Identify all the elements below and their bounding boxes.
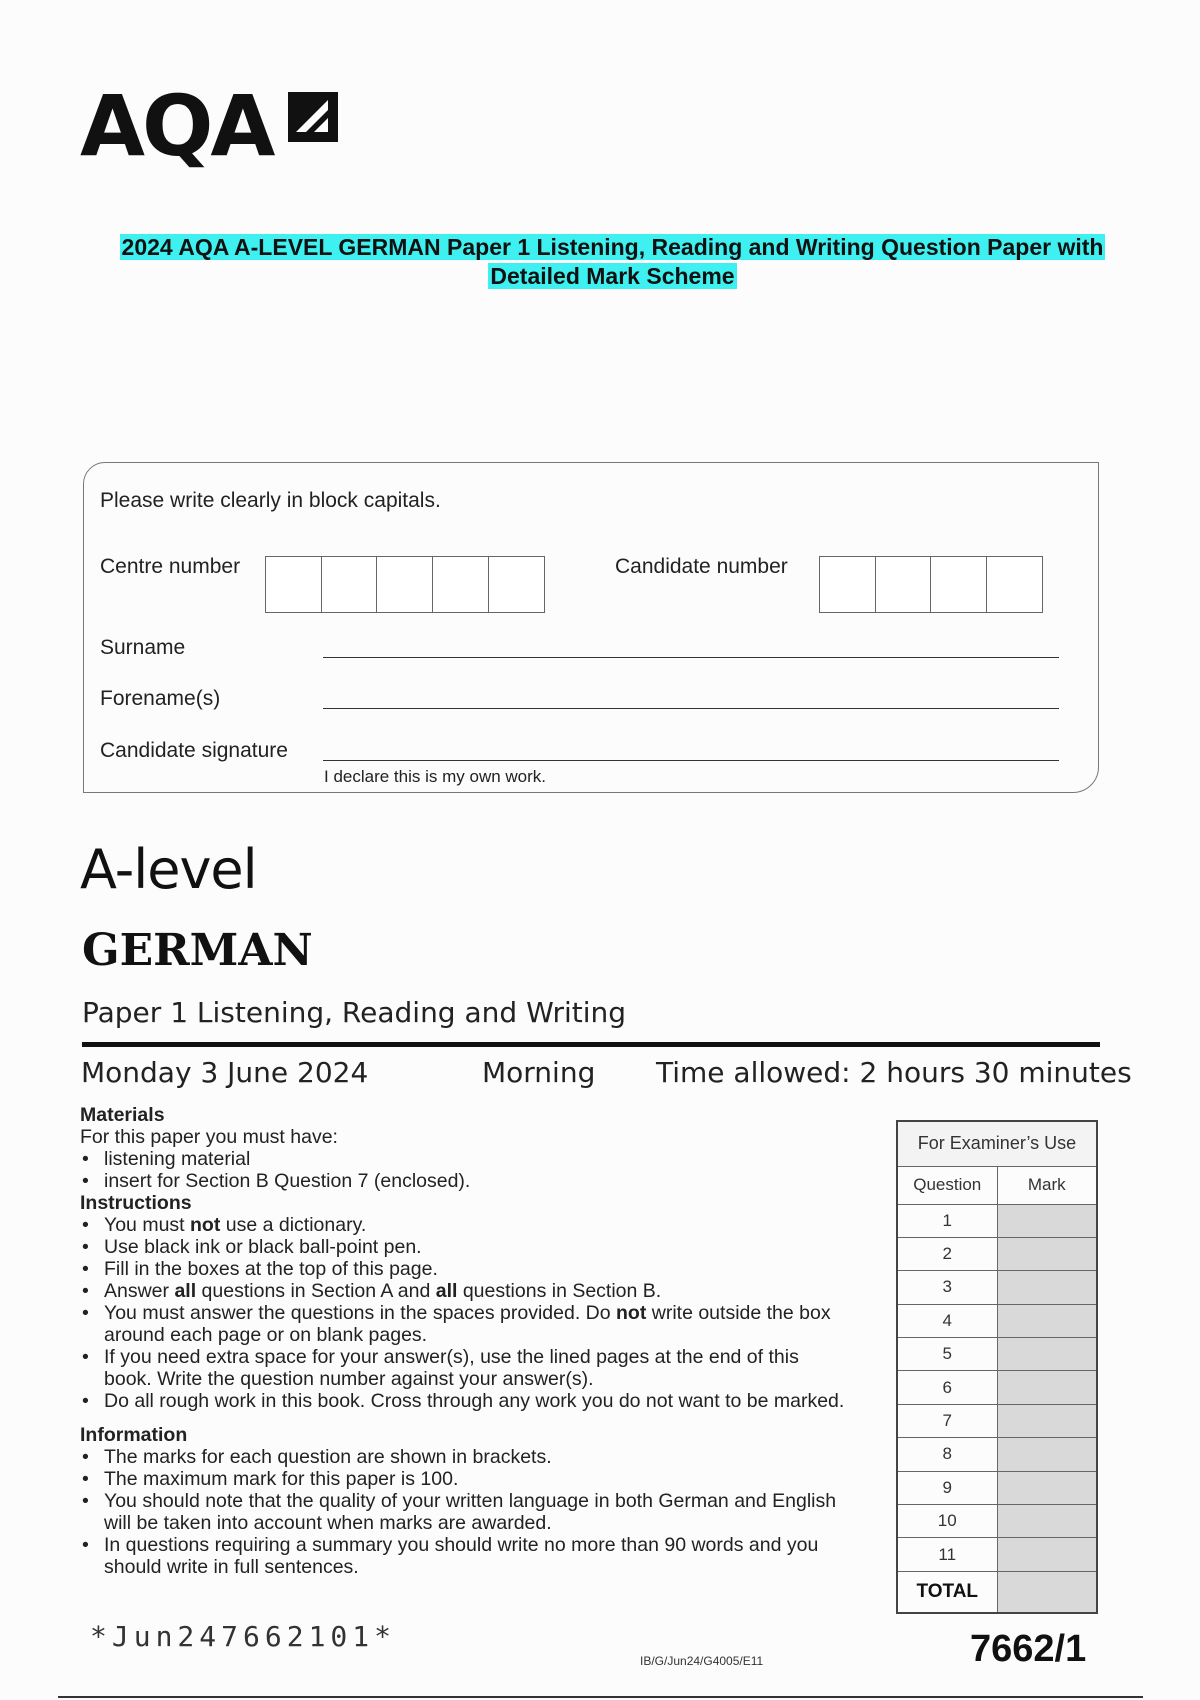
mark-column-header: Mark bbox=[997, 1166, 1097, 1204]
candidate-digit-box[interactable] bbox=[819, 556, 876, 613]
subject-title: GERMAN bbox=[82, 925, 313, 976]
table-row bbox=[897, 1237, 1097, 1270]
instructions-panel bbox=[80, 1104, 850, 1578]
document-title bbox=[80, 233, 1145, 291]
barcode-text: *Jun247662101* bbox=[90, 1620, 397, 1653]
question-column-header: Question bbox=[897, 1166, 997, 1204]
forename-label: Forename(s) bbox=[100, 687, 221, 710]
centre-number-label: Centre number bbox=[100, 555, 241, 578]
footer-divider bbox=[58, 1696, 1143, 1698]
mark-cell bbox=[997, 1471, 1097, 1504]
question-number: 11 bbox=[897, 1538, 997, 1571]
table-row bbox=[897, 1505, 1097, 1538]
question-number: 3 bbox=[897, 1271, 997, 1304]
information-list bbox=[80, 1446, 850, 1578]
list-item: • You should note that the quality of your written language in both German and English will be taken into account when marks are awarded. bbox=[80, 1490, 850, 1534]
list-item: • Use black ink or black ball-point pen. bbox=[80, 1236, 850, 1258]
total-row bbox=[897, 1571, 1097, 1613]
mark-cell bbox=[997, 1271, 1097, 1304]
mark-cell bbox=[997, 1505, 1097, 1538]
qualification-level: A-level bbox=[80, 838, 257, 901]
question-number: 5 bbox=[897, 1338, 997, 1371]
candidate-digit-box[interactable] bbox=[875, 556, 932, 613]
mark-cell bbox=[997, 1404, 1097, 1437]
instructions-list bbox=[80, 1214, 850, 1412]
materials-heading: Materials bbox=[80, 1104, 165, 1126]
candidate-digit-box[interactable] bbox=[930, 556, 987, 613]
question-number: 2 bbox=[897, 1237, 997, 1270]
list-item: • If you need extra space for your answer(s), use the lined pages at the end of this book. Write the question number against your answer(s). bbox=[80, 1346, 850, 1390]
list-item: • Answer all questions in Section A and all questions in Section B. bbox=[80, 1280, 850, 1302]
examiner-table-title: For Examiner’s Use bbox=[897, 1121, 1097, 1166]
heading-divider bbox=[82, 1042, 1100, 1047]
centre-digit-box[interactable] bbox=[488, 556, 545, 613]
table-row bbox=[897, 1371, 1097, 1404]
paper-code: 7662/1 bbox=[970, 1628, 1087, 1670]
centre-digit-box[interactable] bbox=[376, 556, 433, 613]
table-row bbox=[897, 1338, 1097, 1371]
surname-field[interactable] bbox=[323, 657, 1059, 658]
mark-cell bbox=[997, 1304, 1097, 1337]
paper-title: Paper 1 Listening, Reading and Writing bbox=[82, 996, 627, 1029]
exam-session: Morning bbox=[482, 1056, 596, 1089]
block-capitals-instruction: Please write clearly in block capitals. bbox=[100, 489, 441, 512]
centre-digit-box[interactable] bbox=[321, 556, 378, 613]
total-mark-cell bbox=[997, 1571, 1097, 1613]
table-row bbox=[897, 1404, 1097, 1437]
candidate-number-boxes[interactable] bbox=[819, 556, 1042, 613]
surname-label: Surname bbox=[100, 636, 186, 659]
list-item: • In questions requiring a summary you should write no more than 90 words and you should write in full sentences. bbox=[80, 1534, 850, 1578]
table-row bbox=[897, 1471, 1097, 1504]
mark-cell bbox=[997, 1371, 1097, 1404]
forename-field[interactable] bbox=[323, 708, 1059, 709]
list-item: • insert for Section B Question 7 (enclosed). bbox=[80, 1170, 850, 1192]
list-item: • You must not use a dictionary. bbox=[80, 1214, 850, 1236]
table-row bbox=[897, 1204, 1097, 1237]
question-number: 8 bbox=[897, 1438, 997, 1471]
document-title-text: 2024 AQA A-LEVEL GERMAN Paper 1 Listening, Reading and Writing Question Paper with Detailed Mark Scheme bbox=[121, 234, 1104, 289]
question-number: 6 bbox=[897, 1371, 997, 1404]
logo-text: AQA bbox=[80, 77, 273, 175]
list-item: • The maximum mark for this paper is 100. bbox=[80, 1468, 850, 1490]
list-item: • Fill in the boxes at the top of this page. bbox=[80, 1258, 850, 1280]
table-row bbox=[897, 1438, 1097, 1471]
question-number: 10 bbox=[897, 1505, 997, 1538]
materials-intro: For this paper you must have: bbox=[80, 1126, 338, 1148]
question-number: 7 bbox=[897, 1404, 997, 1437]
centre-number-boxes[interactable] bbox=[265, 556, 544, 613]
total-label: TOTAL bbox=[897, 1571, 997, 1613]
aqa-mark-icon bbox=[284, 88, 342, 146]
candidate-details-box bbox=[83, 462, 1099, 793]
list-item: • Do all rough work in this book. Cross through any work you do not want to be marked. bbox=[80, 1390, 850, 1412]
materials-list bbox=[80, 1148, 850, 1192]
list-item: • The marks for each question are shown in brackets. bbox=[80, 1446, 850, 1468]
information-heading: Information bbox=[80, 1424, 188, 1446]
document-reference: IB/G/Jun24/G4005/E11 bbox=[640, 1654, 764, 1668]
list-item: • listening material bbox=[80, 1148, 850, 1170]
mark-cell bbox=[997, 1338, 1097, 1371]
mark-cell bbox=[997, 1538, 1097, 1571]
candidate-number-label: Candidate number bbox=[615, 555, 788, 578]
time-allowed: Time allowed: 2 hours 30 minutes bbox=[656, 1056, 1132, 1089]
candidate-digit-box[interactable] bbox=[986, 556, 1043, 613]
declaration-text: I declare this is my own work. bbox=[324, 767, 547, 786]
aqa-logo bbox=[80, 77, 355, 184]
examiner-use-table bbox=[896, 1120, 1098, 1614]
centre-digit-box[interactable] bbox=[265, 556, 322, 613]
mark-cell bbox=[997, 1438, 1097, 1471]
question-number: 1 bbox=[897, 1204, 997, 1237]
candidate-signature-label: Candidate signature bbox=[100, 739, 288, 762]
exam-date: Monday 3 June 2024 bbox=[81, 1056, 369, 1089]
list-item: • You must answer the questions in the spaces provided. Do not write outside the box around each page or on blank pages. bbox=[80, 1302, 850, 1346]
instructions-heading: Instructions bbox=[80, 1192, 192, 1214]
table-row bbox=[897, 1538, 1097, 1571]
mark-cell bbox=[997, 1204, 1097, 1237]
mark-cell bbox=[997, 1237, 1097, 1270]
table-row bbox=[897, 1304, 1097, 1337]
centre-digit-box[interactable] bbox=[432, 556, 489, 613]
question-number: 4 bbox=[897, 1304, 997, 1337]
question-number: 9 bbox=[897, 1471, 997, 1504]
signature-field[interactable] bbox=[323, 760, 1059, 761]
table-row bbox=[897, 1271, 1097, 1304]
